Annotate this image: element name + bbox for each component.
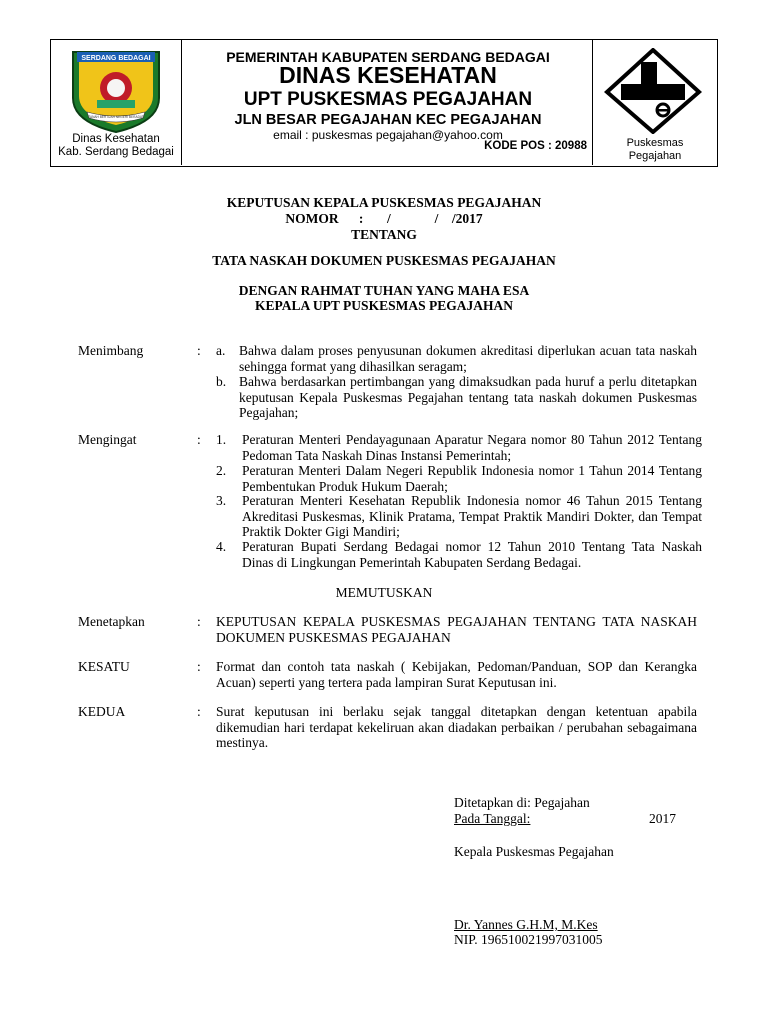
signature-year: 2017 [649, 811, 676, 826]
svg-text:TANAH BERTUAH NEGERI BERADAT: TANAH BERTUAH NEGERI BERADAT [88, 115, 144, 119]
kedua-text: Surat keputusan ini berlaku sejak tanggal ditetapkan dengan ketentuan apabila dikemudian hari terdapat kekeliruan akan diadakan perbaikan / perubahan sebagaimana mestinya. [216, 704, 697, 750]
menimbang-mark-b: b. [216, 374, 227, 389]
mengingat-item-4: Peraturan Bupati Serdang Bedagai nomor 12 Tahun 2010 Tentang Tata Naskah Dinas di Lingkungan Pemerintah Kabupaten Serdang Bedagai. [242, 539, 702, 570]
menimbang-label: Menimbang [78, 343, 144, 358]
right-logo-caption: Puskesmas Pegajahan [626, 137, 684, 162]
decree-issuer: KEPALA UPT PUSKESMAS PEGAJAHAN [255, 298, 513, 313]
signature-place: Ditetapkan di: Pegajahan [454, 795, 590, 810]
serdang-bedagai-emblem-icon [67, 48, 165, 134]
decree-invocation: DENGAN RAHMAT TUHAN YANG MAHA ESA [238, 283, 530, 298]
letterhead-government: PEMERINTAH KABUPATEN SERDANG BEDAGAI [226, 49, 550, 65]
letterhead-postcode: KODE POS : 20988 [484, 140, 587, 152]
decree-tentang: TENTANG [351, 227, 417, 242]
mengingat-label: Mengingat [78, 432, 137, 447]
menimbang-colon: : [197, 343, 201, 358]
signature-date-label: Pada Tanggal: [454, 811, 531, 826]
letterhead-left-cell [51, 40, 182, 165]
mengingat-colon: : [197, 432, 201, 447]
mengingat-mark-3: 3. [216, 493, 227, 508]
letterhead-text [183, 40, 593, 165]
letterhead-email: email : puskesmas pegajahan@yahoo.com [273, 128, 503, 142]
signature-name: Dr. Yannes G.H.M, M.Kes [454, 917, 598, 932]
mengingat-item-3: Peraturan Menteri Kesehatan Republik Indonesia nomor 46 Tahun 2015 Tentang Akreditasi Puskesmas, Klinik Pratama, Tempat Praktik Mandiri Dokter, dan Tempat Praktik Dokter Gigi Mandiri; [242, 493, 702, 539]
memutuskan-heading: MEMUTUSKAN [335, 585, 433, 600]
menetapkan-label: Menetapkan [78, 614, 145, 629]
svg-text:SERDANG BEDAGAI: SERDANG BEDAGAI [81, 55, 151, 62]
kedua-label: KEDUA [78, 704, 126, 719]
puskesmas-logo-icon [603, 48, 703, 134]
kedua-colon: : [197, 704, 201, 719]
decree-title: KEPUTUSAN KEPALA PUSKESMAS PEGAJAHAN [226, 195, 542, 210]
signature-position: Kepala Puskesmas Pegajahan [454, 844, 614, 859]
kesatu-text: Format dan contoh tata naskah ( Kebijakan, Pedoman/Panduan, SOP dan Kerangka Acuan) seperti yang tertera pada lampiran Surat Keputusan ini. [216, 659, 697, 690]
kesatu-colon: : [197, 659, 201, 674]
mengingat-mark-2: 2. [216, 463, 227, 478]
letterhead-right-cell [592, 40, 717, 165]
signature-nip: NIP. 196510021997031005 [454, 932, 603, 947]
letterhead [50, 39, 718, 167]
menetapkan-colon: : [197, 614, 201, 629]
mengingat-mark-1: 1. [216, 432, 227, 447]
letterhead-agency: DINAS KESEHATAN [279, 62, 497, 88]
kesatu-label: KESATU [78, 659, 130, 674]
letterhead-unit: UPT PUSKESMAS PEGAJAHAN [243, 89, 533, 110]
decree-number: NOMOR : / / /2017 [285, 211, 483, 226]
menimbang-item-b: Bahwa berdasarkan pertimbangan yang dimaksudkan pada huruf a perlu ditetapkan keputusan Kepala Puskesmas Pegajahan tentang tata naskah dokumen Puskesmas Pegajahan; [239, 374, 697, 420]
menetapkan-text: KEPUTUSAN KEPALA PUSKESMAS PEGAJAHAN TENTANG TATA NASKAH DOKUMEN PUSKESMAS PEGAJAHAN [216, 614, 697, 645]
mengingat-item-1: Peraturan Menteri Pendayagunaan Aparatur Negara nomor 80 Tahun 2012 Tentang Pedoman Tata Naskah Dinas Instansi Pemerintah; [242, 432, 702, 463]
menimbang-item-a: Bahwa dalam proses penyusunan dokumen akreditasi diperlukan acuan tata naskah sehingga format yang dihasilkan seragam; [239, 343, 697, 374]
mengingat-item-2: Peraturan Menteri Dalam Negeri Republik Indonesia nomor 1 Tahun 2014 Tentang Pembentukan Produk Hukum Daerah; [242, 463, 702, 494]
letterhead-address: JLN BESAR PEGAJAHAN KEC PEGAJAHAN [234, 112, 542, 128]
left-logo-caption: Dinas Kesehatan Kab. Serdang Bedagai [58, 133, 174, 158]
signature-date-line [454, 811, 676, 827]
decree-subject: TATA NASKAH DOKUMEN PUSKESMAS PEGAJAHAN [212, 253, 556, 268]
mengingat-mark-4: 4. [216, 539, 227, 554]
menimbang-mark-a: a. [216, 343, 226, 358]
